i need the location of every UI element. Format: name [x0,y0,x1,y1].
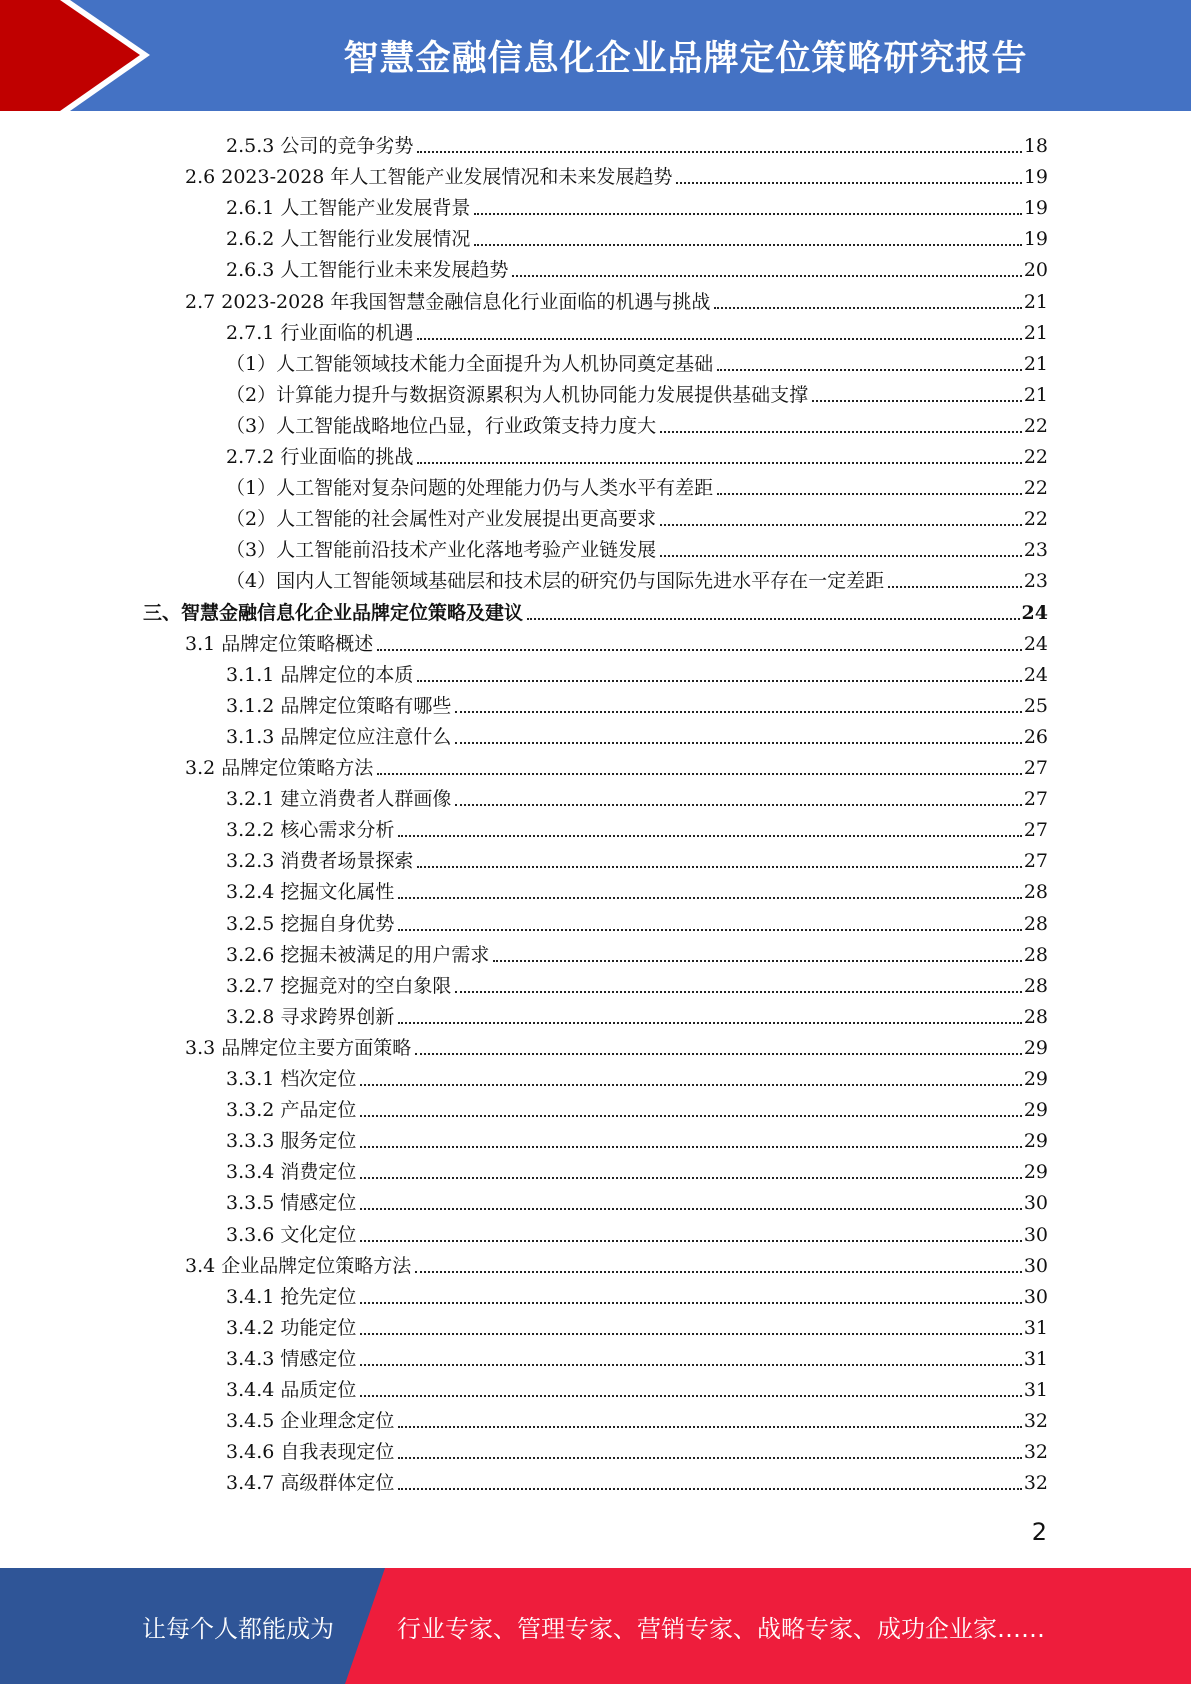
toc-dot-leader [676,182,1021,184]
toc-entry-title: （1）人工智能领域技术能力全面提升为人机协同奠定基础 [226,352,714,375]
toc-entry-page: 23 [1023,539,1048,562]
footer-slogan-right: 行业专家、管理专家、营销专家、战略专家、成功企业家…… [397,1614,1045,1643]
toc-dot-leader [360,1115,1021,1117]
toc-entry[interactable] [226,438,1048,469]
header-bar [0,0,1191,111]
toc-entry-page: 23 [1023,570,1048,593]
toc-entry[interactable] [226,936,1048,967]
toc-entry-title: （2）人工智能的社会属性对产业发展提出更高要求 [226,508,657,531]
toc-dot-leader [455,804,1021,806]
toc-entry[interactable] [226,220,1048,251]
toc-entry-page: 22 [1023,414,1048,437]
toc-entry-page: 32 [1023,1410,1048,1433]
toc-entry-page: 31 [1023,1379,1048,1401]
toc-entry[interactable] [226,656,1048,687]
toc-entry-title: 3.3.1 档次定位 [226,1068,357,1090]
toc-entry[interactable] [226,1309,1048,1340]
toc-entry[interactable] [226,1371,1048,1402]
toc-entry-title: 3.4.4 品质定位 [226,1379,357,1401]
toc-entry-title: 3.3.2 产品定位 [226,1099,357,1122]
toc-entry-page: 26 [1023,725,1048,748]
toc-dot-leader [714,307,1021,309]
toc-dot-leader [455,991,1021,993]
chevron-logo-icon [0,0,160,111]
toc-entry[interactable] [185,749,1048,780]
toc-entry[interactable] [226,1464,1048,1495]
toc-entry-page: 22 [1023,446,1048,468]
toc-entry-page: 29 [1023,1161,1048,1184]
toc-entry-title: 2.5.3 公司的竞争劣势 [226,135,414,157]
toc-entry-title: 3.2.8 寻求跨界创新 [226,1005,395,1028]
toc-entry-title: 3.1.2 品牌定位策略有哪些 [226,694,452,717]
toc-entry-page: 19 [1023,166,1048,189]
toc-dot-leader [417,151,1021,153]
toc-entry-title: 3.1.3 品牌定位应注意什么 [226,725,452,748]
toc-dot-leader [360,1302,1021,1304]
toc-entry-title: 3.4.7 高级群体定位 [226,1472,395,1495]
toc-entry-title: 3.3.6 文化定位 [226,1223,357,1246]
toc-entry-page: 29 [1023,1036,1048,1059]
report-title: 智慧金融信息化企业品牌定位策略研究报告 [343,38,1028,79]
toc-entry[interactable] [226,127,1048,158]
toc-dot-leader [377,649,1022,651]
toc-dot-leader [717,493,1022,495]
toc-entry-title: 3.2 品牌定位策略方法 [185,757,374,779]
toc-entry-title: 3.2.4 挖掘文化属性 [226,881,395,904]
toc-entry-page: 24 [1021,601,1048,624]
toc-entry[interactable] [226,407,1048,438]
toc-entry-page: 28 [1023,974,1048,997]
toc-entry-title: 2.6.3 人工智能行业未来发展趋势 [226,259,509,282]
toc-entry-page: 27 [1023,819,1048,842]
toc-entry-title: 3.3 品牌定位主要方面策略 [185,1036,412,1059]
toc-dot-leader [660,524,1022,526]
footer-slogan-left: 让每个人都能成为 [142,1614,334,1643]
toc-dot-leader [415,1271,1022,1273]
toc-entry-title: 3.4.3 情感定位 [226,1347,357,1370]
footer-banner [0,1568,1191,1684]
toc-entry[interactable] [226,189,1048,220]
toc-entry-page: 21 [1023,321,1048,344]
toc-dot-leader [398,929,1021,931]
toc-entry[interactable] [226,376,1048,407]
toc-entry[interactable] [226,905,1048,936]
toc-entry-title: 3.1 品牌定位策略概述 [185,632,374,655]
toc-entry-title: 2.7.2 行业面临的挑战 [226,446,414,468]
toc-dot-leader [415,1053,1022,1055]
toc-entry[interactable] [226,345,1048,376]
toc-dot-leader [360,1240,1021,1242]
toc-entry-page: 30 [1023,1285,1048,1308]
toc-entry-title: （3）人工智能前沿技术产业化落地考验产业链发展 [226,539,657,562]
toc-entry[interactable] [226,873,1048,904]
toc-entry-page: 30 [1023,1223,1048,1246]
toc-entry[interactable] [226,718,1048,749]
toc-entry-page: 20 [1023,259,1048,282]
toc-entry-page: 22 [1023,477,1048,500]
toc-dot-leader [455,711,1021,713]
toc-dot-leader [360,1395,1021,1397]
toc-entry-page: 32 [1023,1472,1048,1495]
page-number: 2 [1031,1518,1047,1546]
toc-entry[interactable] [226,1340,1048,1371]
toc-entry-page: 28 [1023,881,1048,904]
toc-entry[interactable] [226,1433,1048,1464]
toc-dot-leader [417,462,1021,464]
toc-entry[interactable] [185,1247,1048,1278]
toc-entry[interactable] [226,967,1048,998]
toc-entry-page: 29 [1023,1068,1048,1090]
toc-entry[interactable] [143,594,1048,625]
toc-entry-title: 3.3.3 服务定位 [226,1130,357,1153]
toc-dot-leader [398,1022,1021,1024]
toc-entry-title: 3.4.2 功能定位 [226,1316,357,1339]
toc-dot-leader [455,742,1021,744]
toc-entry-page: 24 [1023,632,1048,655]
toc-entry-title: 3.2.1 建立消费者人群画像 [226,788,452,811]
toc-entry-title: 2.6.1 人工智能产业发展背景 [226,197,471,220]
toc-entry-title: 3.2.5 挖掘自身优势 [226,912,395,935]
toc-entry-title: 3.2.3 消费者场景探索 [226,850,414,873]
toc-entry[interactable] [185,283,1048,314]
toc-entry[interactable] [226,998,1048,1029]
toc-entry-page: 30 [1023,1254,1048,1277]
toc-entry[interactable] [226,1091,1048,1122]
toc-entry-title: （3）人工智能战略地位凸显，行业政策支持力度大 [226,414,657,437]
toc-entry[interactable] [226,687,1048,718]
toc-entry-page: 25 [1023,694,1048,717]
toc-dot-leader [812,400,1022,402]
toc-entry-page: 32 [1023,1441,1048,1464]
toc-entry-page: 29 [1023,1130,1048,1153]
toc-entry-title: 2.7.1 行业面临的机遇 [226,321,414,344]
toc-entry[interactable] [226,1402,1048,1433]
toc-entry[interactable] [226,251,1048,282]
toc-entry[interactable] [226,780,1048,811]
toc-entry-page: 24 [1023,663,1048,686]
toc-entry-title: 3.4.5 企业理念定位 [226,1410,395,1433]
toc-dot-leader [660,555,1022,557]
toc-entry-page: 31 [1023,1316,1048,1339]
toc-entry[interactable] [185,158,1048,189]
toc-dot-leader [888,586,1022,588]
toc-entry-title: 3.4 企业品牌定位策略方法 [185,1254,412,1277]
toc-entry[interactable] [185,1029,1048,1060]
toc-entry-page: 27 [1023,757,1048,779]
toc-entry[interactable] [226,1216,1048,1247]
toc-dot-leader [398,1457,1021,1459]
toc-entry-title: （2）计算能力提升与数据资源累积为人机协同能力发展提供基础支撑 [226,383,809,406]
toc-entry-page: 29 [1023,1099,1048,1122]
toc-dot-leader [360,1146,1021,1148]
toc-entry-title: 3.4.6 自我表现定位 [226,1441,395,1464]
toc-dot-leader [717,369,1022,371]
toc-entry-title: （1）人工智能对复杂问题的处理能力仍与人类水平有差距 [226,477,714,500]
toc-dot-leader [417,338,1021,340]
toc-entry-title: 三、智慧金融信息化企业品牌定位策略及建议 [143,601,524,624]
toc-dot-leader [398,1488,1021,1490]
toc-dot-leader [512,275,1021,277]
toc-entry-page: 31 [1023,1347,1048,1370]
toc-dot-leader [474,213,1021,215]
toc-entry-page: 27 [1023,788,1048,811]
toc-entry[interactable] [226,842,1048,873]
toc-entry-page: 28 [1023,912,1048,935]
toc-entry[interactable] [226,469,1048,500]
toc-entry[interactable] [226,1153,1048,1184]
toc-entry[interactable] [226,1184,1048,1215]
toc-entry-page: 18 [1023,135,1048,157]
toc-dot-leader [493,960,1021,962]
toc-entry-title: 2.6 2023-2028 年人工智能产业发展情况和未来发展趋势 [185,166,673,189]
toc-entry-page: 19 [1023,228,1048,251]
toc-dot-leader [417,866,1021,868]
toc-dot-leader [398,835,1021,837]
toc-dot-leader [360,1364,1021,1366]
toc-dot-leader [398,897,1021,899]
toc-entry-page: 19 [1023,197,1048,220]
toc-entry-page: 30 [1023,1192,1048,1215]
toc-dot-leader [417,680,1021,682]
toc-entry-title: 2.6.2 人工智能行业发展情况 [226,228,471,251]
toc-dot-leader [474,244,1021,246]
toc-dot-leader [377,773,1022,775]
toc-entry-title: 3.2.2 核心需求分析 [226,819,395,842]
toc-entry-title: 2.7 2023-2028 年我国智慧金融信息化行业面临的机遇与挑战 [185,290,711,313]
toc-entry[interactable] [226,1122,1048,1153]
toc-dot-leader [360,1333,1021,1335]
toc-entry[interactable] [185,625,1048,656]
toc-entry-page: 28 [1023,1005,1048,1028]
toc-dot-leader [398,1426,1021,1428]
toc-entry-page: 21 [1023,352,1048,375]
toc-entry-title: 3.2.6 挖掘未被满足的用户需求 [226,943,490,966]
toc-dot-leader [660,431,1022,433]
toc-dot-leader [360,1208,1021,1210]
toc-entry[interactable] [226,562,1048,593]
toc-dot-leader [360,1084,1021,1086]
toc-dot-leader [527,618,1020,620]
toc-entry-title: 3.4.1 抢先定位 [226,1285,357,1308]
toc-entry-page: 22 [1023,508,1048,531]
toc-entry-title: 3.3.4 消费定位 [226,1161,357,1184]
toc-entry[interactable] [226,1060,1048,1091]
toc-entry[interactable] [226,500,1048,531]
toc-entry-page: 27 [1023,850,1048,873]
toc-entry[interactable] [226,314,1048,345]
toc-entry[interactable] [226,1278,1048,1309]
toc-entry-page: 21 [1023,290,1048,313]
toc-entry-title: （4）国内人工智能领域基础层和技术层的研究仍与国际先进水平存在一定差距 [226,570,885,593]
toc-entry-title: 3.2.7 挖掘竞对的空白象限 [226,974,452,997]
toc-entry-page: 21 [1023,383,1048,406]
toc-entry[interactable] [226,531,1048,562]
toc-entry-title: 3.3.5 情感定位 [226,1192,357,1215]
toc-entry-title: 3.1.1 品牌定位的本质 [226,663,414,686]
toc-dot-leader [360,1177,1021,1179]
toc-entry-page: 28 [1023,943,1048,966]
toc-entry[interactable] [226,811,1048,842]
